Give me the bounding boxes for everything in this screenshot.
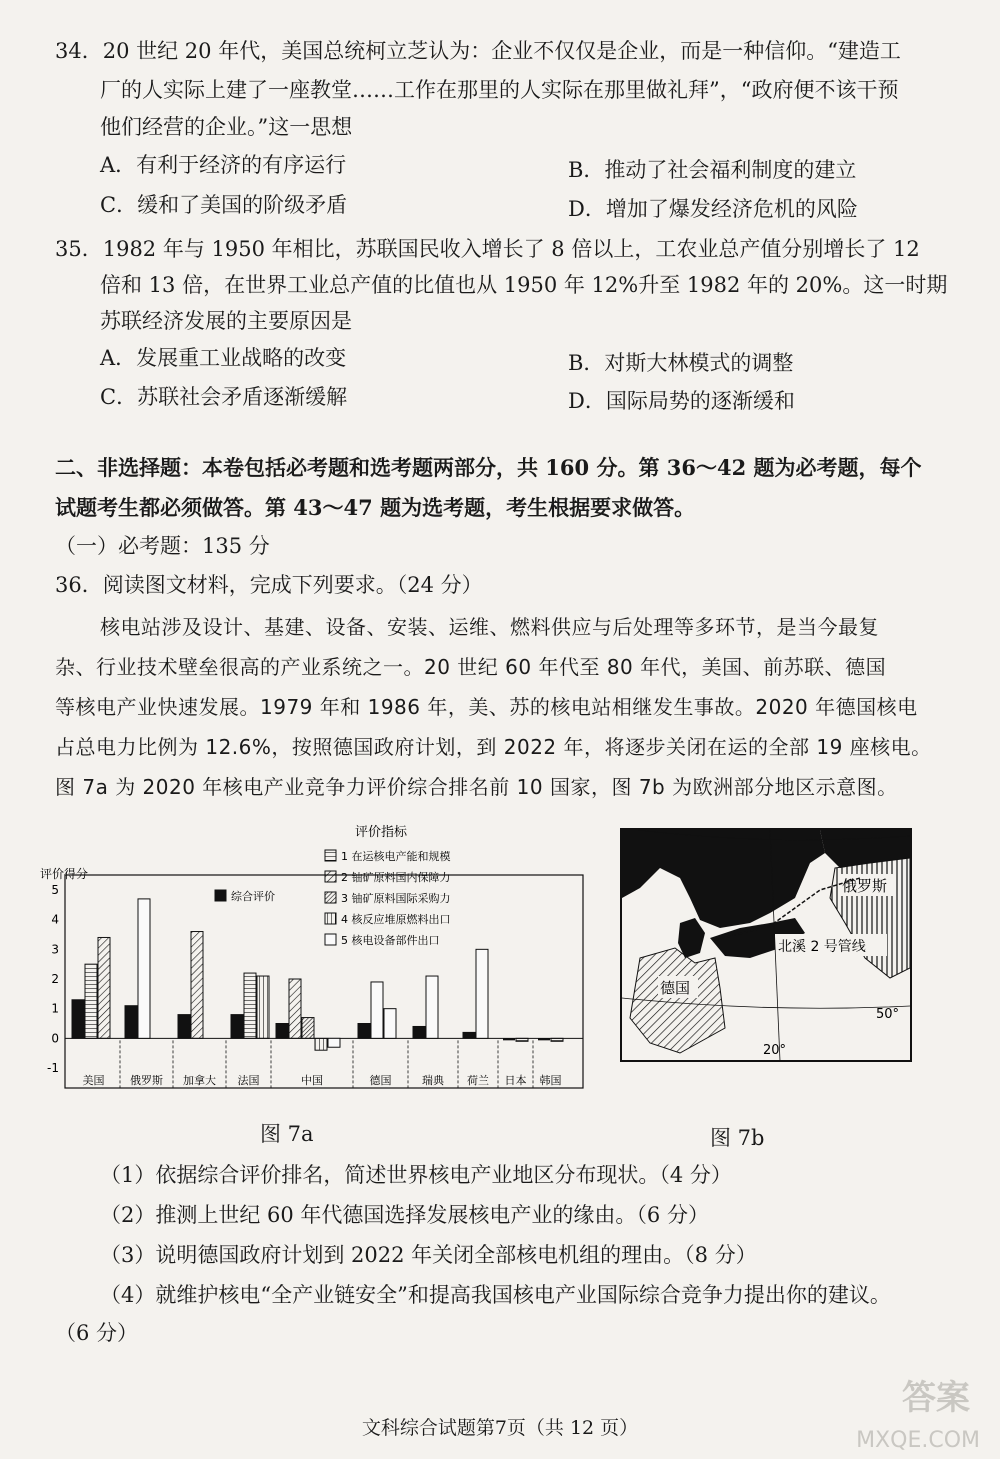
q36-passage-line1: 核电站涉及设计、基建、设备、安装、运维、燃料供应与后处理等多环节，是当今最复: [100, 615, 879, 639]
q35-option-d: D．国际局势的逐渐缓和: [568, 389, 795, 413]
q36-question-2: （2）推测上世纪 60 年代德国选择发展核电产业的缘由。（6 分）: [100, 1203, 709, 1227]
map-label-russia: 俄罗斯: [842, 877, 888, 895]
map-label-pipeline: 北溪 2 号管线: [778, 939, 866, 955]
section2-subheading: （一）必考题：135 分: [55, 534, 270, 558]
chart-bar: [244, 973, 256, 1038]
chart-bar: [371, 982, 383, 1038]
q34-option-c: C．缓和了美国的阶级矛盾: [100, 193, 348, 217]
category-label: 俄罗斯: [130, 1074, 163, 1087]
legend-label: 1 在运核电产能和规模: [341, 850, 451, 863]
legend-label: 4 核反应堆原燃料出口: [341, 913, 451, 926]
category-label: 荷兰: [467, 1074, 489, 1087]
section2-line1: 二、非选择题：本卷包括必考题和选考题两部分，共 160 分。第 36～42 题为必考题，每个: [55, 455, 922, 480]
q34-option-d: D．增加了爆发经济危机的风险: [568, 197, 858, 221]
q36-question-1: （1）依据综合评价排名，简述世界核电产业地区分布现状。（4 分）: [100, 1163, 732, 1187]
q34-line3: 他们经营的企业。”这一思想: [100, 115, 353, 139]
y-tick-label: 4: [51, 912, 59, 927]
chart-bar: [413, 1026, 425, 1038]
map-label-germany: 德国: [660, 979, 691, 997]
y-tick-label: 3: [51, 942, 59, 957]
category-label: 日本: [504, 1074, 527, 1087]
chart-bar: [384, 1009, 396, 1039]
chart-bar: [315, 1038, 327, 1050]
chart-bar: [426, 976, 438, 1038]
q36-title: 36．阅读图文材料，完成下列要求。（24 分）: [55, 573, 483, 597]
y-tick-label: 5: [51, 883, 59, 897]
chart-bar: [178, 1015, 190, 1039]
legend-label: 5 核电设备部件出口: [341, 934, 440, 947]
q34-line2: 厂的人实际上建了一座教堂……工作在那里的人实际在那里做礼拜”，“政府便不该干预: [100, 78, 899, 102]
chart-bar: [358, 1024, 370, 1039]
chart-bar: [476, 949, 488, 1038]
chart-bar: [463, 1032, 475, 1038]
y-tick-label: 2: [51, 972, 59, 986]
section2-line2: 试题考生都必须做答。第 43～47 题为选考题，考生根据要求做答。: [55, 495, 696, 520]
chart-ylabel: 评价得分: [40, 867, 89, 881]
figure-7a-chart: [35, 820, 595, 1105]
legend-swatch: [325, 850, 336, 861]
chart-bar: [98, 937, 110, 1038]
chart-bar: [289, 979, 301, 1038]
chart-bar: [85, 964, 97, 1038]
q36-passage-line2: 杂、行业技术壁垒很高的产业系统之一。20 世纪 60 年代至 80 年代，美国、前苏联、德国: [55, 655, 887, 679]
chart-bar: [516, 1038, 528, 1041]
chart-bar: [538, 1038, 550, 1040]
category-label: 法国: [237, 1074, 260, 1087]
chart-bar: [138, 899, 150, 1038]
caption-figure-7b: 图 7b: [710, 1126, 765, 1150]
q35-line1: 35．1982 年与 1950 年相比，苏联国民收入增长了 8 倍以上，工农业总产值分别增长了 12: [55, 237, 920, 261]
category-label: 加拿大: [183, 1074, 216, 1087]
caption-figure-7a: 图 7a: [260, 1122, 314, 1146]
chart-bar: [551, 1038, 563, 1041]
q35-line2: 倍和 13 倍，在世界工业总产值的比值也从 1950 年 12%升至 1982 年的 20%。这一时期: [100, 273, 948, 297]
chart-axes: [47, 875, 583, 1088]
q34-option-a: A．有利于经济的有序运行: [100, 153, 347, 177]
chart-bar: [503, 1038, 515, 1040]
category-label: 美国: [82, 1074, 105, 1087]
legend-swatch: [325, 934, 336, 945]
q34-option-b: B．推动了社会福利制度的建立: [568, 158, 857, 182]
chart-bars: [72, 899, 563, 1050]
q36-passage-line5: 图 7a 为 2020 年核电产业竞争力评价综合排名前 10 国家，图 7b 为欧洲部分地区示意图。: [55, 775, 898, 799]
q36-question-4: （4）就维护核电“全产业链安全”和提高我国核电产业国际综合竞争力提出你的建议。: [100, 1283, 891, 1307]
category-label: 瑞典: [422, 1074, 444, 1087]
chart-bar: [231, 1015, 243, 1039]
q36-question-3: （3）说明德国政府计划到 2022 年关闭全部核电机组的理由。（8 分）: [100, 1243, 757, 1267]
legend-label: 3 铀矿原料国际采购力: [341, 892, 451, 905]
chart-bar: [276, 1024, 288, 1039]
y-tick-label: 1: [51, 1001, 59, 1016]
q35-line3: 苏联经济发展的主要原因是: [100, 309, 352, 333]
category-label: 德国: [369, 1074, 392, 1087]
map-lon-label: 20°: [763, 1043, 787, 1058]
chart-bar: [257, 976, 269, 1038]
legend-label: 综合评价: [231, 890, 275, 903]
watermark-logo: 答案: [902, 1378, 970, 1418]
chart-bar: [125, 1006, 137, 1039]
q35-option-a: A．发展重工业战略的改变: [100, 346, 347, 370]
q36-question-4-score: （6 分）: [55, 1321, 139, 1345]
legend-swatch: [325, 913, 336, 924]
chart-legend: [215, 849, 451, 947]
chart-bar: [302, 1018, 314, 1039]
chart-bar: [72, 1000, 84, 1039]
legend-swatch: [325, 892, 336, 903]
y-tick-label: 0: [51, 1031, 59, 1046]
category-label: 中国: [301, 1074, 323, 1087]
q35-option-b: B．对斯大林模式的调整: [568, 351, 794, 375]
legend-swatch: [215, 890, 226, 901]
chart-bar: [328, 1038, 340, 1047]
q34-line1: 34．20 世纪 20 年代，美国总统柯立芝认为：企业不仅仅是企业，而是一种信仰。“建造工: [55, 39, 901, 63]
watermark-site: MXQE.COM: [856, 1428, 980, 1453]
legend-label: 2 铀矿原料国内保障力: [341, 871, 451, 884]
category-label: 韩国: [539, 1074, 562, 1087]
q36-passage-line4: 占总电力比例为 12.6%，按照德国政府计划，到 2022 年，将逐步关闭在运的全部 19 座核电。: [55, 735, 932, 759]
figure-7b-map: [620, 828, 912, 1063]
q36-passage-line3: 等核电产业快速发展。1979 年和 1986 年，美、苏的核电站相继发生事故。2020 年德国核电: [55, 695, 918, 719]
chart-bar: [191, 932, 203, 1039]
y-tick-label: -1: [47, 1061, 59, 1075]
page-footer: 文科综合试题第7页（共 12 页）: [361, 1417, 639, 1439]
chart-title: 评价指标: [355, 825, 408, 840]
map-lat-label: 50°: [876, 1007, 900, 1022]
legend-swatch: [325, 871, 336, 882]
q35-option-c: C．苏联社会矛盾逐渐缓解: [100, 385, 348, 409]
